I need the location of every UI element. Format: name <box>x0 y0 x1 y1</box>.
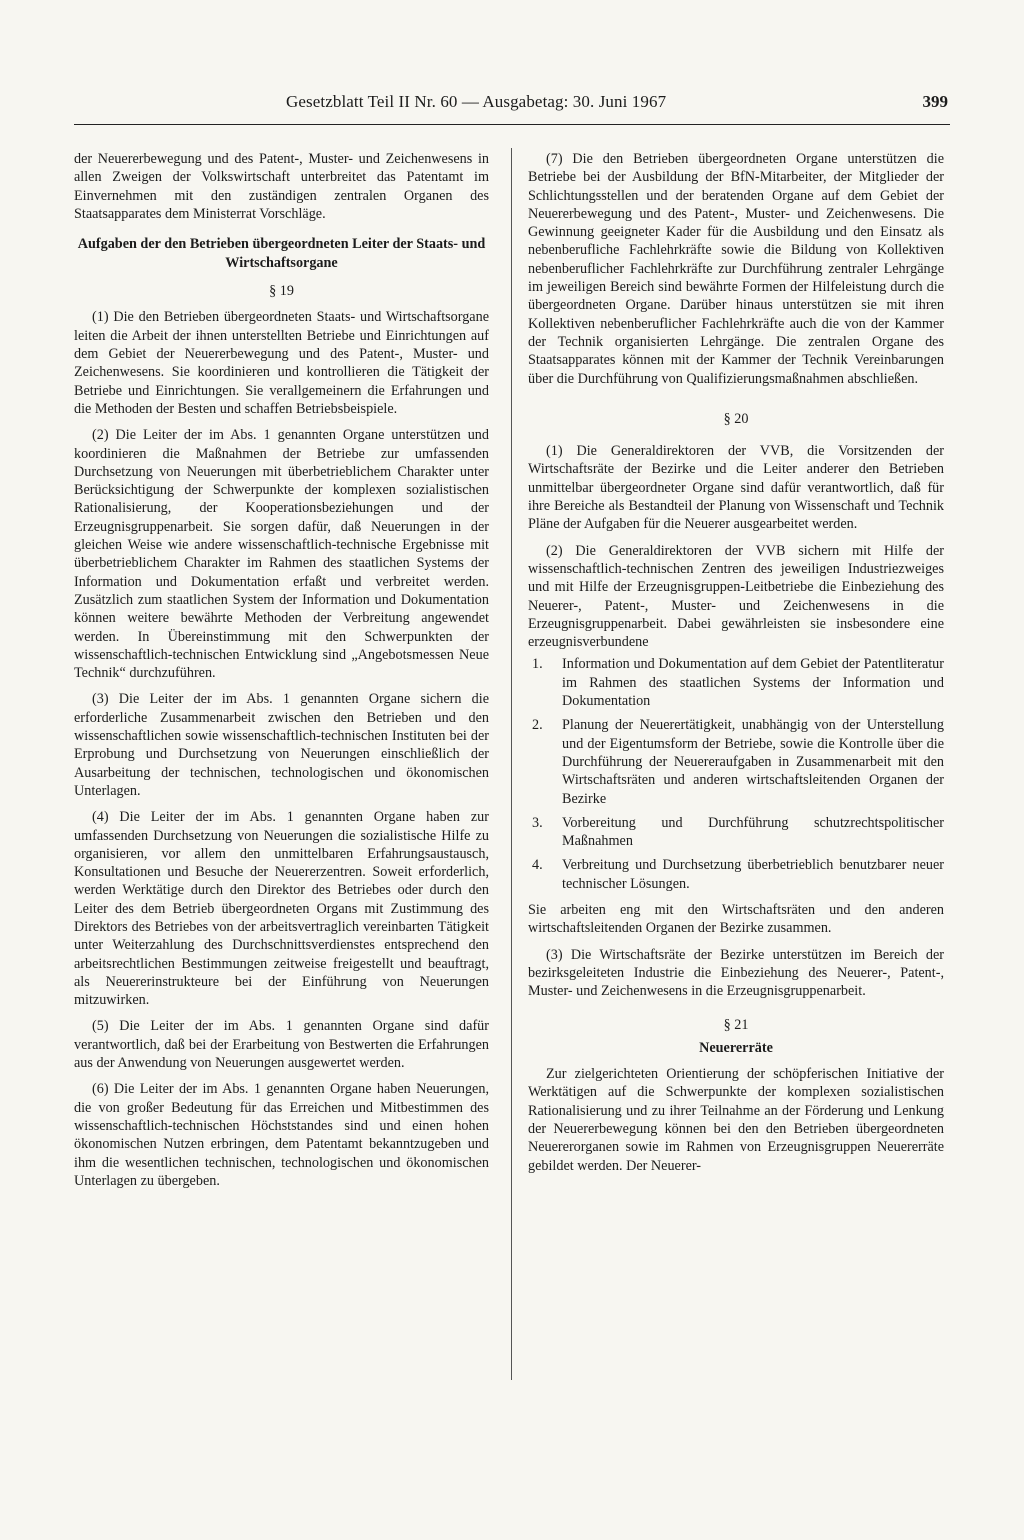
header-rule <box>74 124 950 125</box>
paragraph-19-2: (2) Die Leiter der im Abs. 1 genannten Organe unterstützen und koordinieren die Maßnahmen der Betriebe zur umfassenden Durchsetzung von Neuerungen mit überbetrieblichem Charakter unter Berücksichtigung der Schwerpunkte der komplexen sozialistischen Rationalisierung, der Kooperationsbeziehungen und der Erzeugnisgruppenarbeit. Sie sorgen dafür, daß Neuerungen in der gleichen Weise wie andere wissenschaftlich-technische Ergebnisse mit überbetrieblichem Charakter im Rahmen des staatlichen Systems der Information und Dokumentation erfaßt und verbreitet werden. Zusätzlich zum staatlichen System der Information und Dokumentation können weitere bewährte Methoden der Verbreitung angewendet werden. In Übereinstimmung mit den Schwerpunkten der wissenschaftlich-technischen Entwicklung sind „Angebotsmessen Neue Technik“ durchzuführen. <box>74 427 489 682</box>
paragraph-19-5: (5) Die Leiter der im Abs. 1 genannten Organe sind dafür verantwortlich, daß bei der Erarbeitung von Bestwerten die Erfahrungen aus der Anwendung von Neuerungen ausgewertet werden. <box>74 1018 489 1072</box>
list-item-number: 4. <box>532 857 543 874</box>
paragraph-20-2: (2) Die Generaldirektoren der VVB sichern mit Hilfe der wissenschaftlich-technischen Zentren des jeweiligen Industriezweiges und mit Hilfe der Erzeugnisgruppen-Leitbetriebe die Einbeziehung des Neuerer-, Patent-, Muster- und Zeichenwesens in die Erzeugnisgruppenarbeit. Dabei gewährleisten sie insbesondere eine erzeugnisverbundene <box>528 542 944 651</box>
list-item-number: 3. <box>532 814 543 831</box>
paragraph-20-3: (3) Die Wirtschaftsräte der Bezirke unterstützen im Bereich der bezirksgeleiteten Industrie die Einbeziehung des Neuerer-, Patent-, Muster- und Zeichenwesens in die Erzeugnisgruppenarbeit. <box>528 946 944 1000</box>
list-item-text: Information und Dokumentation auf dem Gebiet der Patentliteratur im Rahmen des staatlichen Systems der Information und Dokumentation <box>562 656 944 710</box>
enumerated-list <box>528 655 944 893</box>
list-item <box>528 655 944 710</box>
section-heading: Aufgaben der den Betrieben übergeordneten Leiter der Staats- und Wirtschaftsorgane <box>77 236 486 271</box>
paragraph-19-7: (7) Die den Betrieben übergeordneten Organe unterstützen die Betriebe bei der Ausbildung der BfN-Mitarbeiter, der Mitglieder der Schlichtungsstellen und der beratenden Organe auf dem Gebiet der Neuererbewegung und des Patent-, Muster- und Zeichenwesens. Die Gewinnung geeigneter Kader für die Ausbildung und den Einsatz als nebenberufliche Fachlehrkräfte sowie die Bildung von Kollektiven nebenberuflicher Fachlehrkräfte zur Durchführung zentraler Lehrgänge im jeweiligen Bereich sind bewährte Formen der Hilfeleistung durch die übergeordneten Organe. Darüber hinaus unterstützen sie mit ihren Kollektiven nebenberuflicher Fachlehrkräfte auch die von der Kammer der Technik organisierten Lehrgänge. Die zentralen Organe des Staatsapparates können mit der Kammer der Technik Vereinbarungen über die Durchführung von Qualifizierungsmaßnahmen abschließen. <box>528 151 944 387</box>
header-title: Gesetzblatt Teil II Nr. 60 — Ausgabetag: 30. Juni 1967 <box>286 92 667 111</box>
list-item <box>528 716 944 807</box>
paragraph-20-after-list: Sie arbeiten eng mit den Wirtschaftsräten und den anderen wirtschaftsleitenden Organen der Bezirke zusammen. <box>528 901 944 937</box>
section-number-19: § 19 <box>269 283 294 300</box>
section-number-21: § 21 <box>723 1017 749 1034</box>
column-divider <box>511 148 512 1380</box>
list-item-number: 2. <box>532 717 543 734</box>
list-item <box>528 814 944 851</box>
list-item-text: Verbreitung und Durchsetzung überbetrieblich benutzbarer neuer technischer Lösungen. <box>562 857 944 892</box>
list-item-text: Vorbereitung und Durchführung schutzrechtspolitischer Maßnahmen <box>562 814 944 850</box>
list-item-number: 1. <box>532 656 543 673</box>
list-item <box>528 856 944 893</box>
right-column <box>528 150 944 1183</box>
page-number: 399 <box>922 92 948 111</box>
intro-paragraph: der Neuererbewegung und des Patent-, Muster- und Zeichenwesens in allen Zweigen der Volkswirtschaft unterbreitet das Patentamt im Einvernehmen mit den zuständigen zentralen Organen des Staatsapparates dem Ministerrat Vorschläge. <box>74 151 489 222</box>
paragraph-19-6: (6) Die Leiter der im Abs. 1 genannten Organe haben Neuerungen, die von großer Bedeutung für das Erreichen und Mitbestimmen des wissenschaftlich-technischen Höchststandes sind und einen hohen ökonomischen Nutzen erbringen, dem Patentamt bekanntzugeben und ihm die wesentlichen technischen, technologischen und ökonomischen Unterlagen zu übergeben. <box>74 1081 489 1189</box>
paragraph-21-1: Zur zielgerichteten Orientierung der schöpferischen Initiative der Werktätigen auf die Schwerpunkte der komplexen sozialistischen Rationalisierung und zu ihrer Teilnahme an der Förderung und Lenkung der Neuererbewegung können bei den den Betrieben übergeordneten Neuererorganen sowie im Rahmen von Erzeugnisgruppen Neuererräte gebildet werden. Der Neuerer- <box>528 1066 944 1174</box>
paragraph-20-1: (1) Die Generaldirektoren der VVB, die Vorsitzenden der Wirtschaftsräte der Bezirke und die Leiter anderer den Betrieben unmittelbar übergeordneter Organe sind dafür verantwortlich, daß für ihre Bereiche als Bestandteil der Planung von Wissenschaft und Technik Pläne der Aufgaben für die Neuerer ausgearbeitet werden. <box>528 443 944 533</box>
section-number-20: § 20 <box>723 410 749 427</box>
paragraph-19-1: (1) Die den Betrieben übergeordneten Staats- und Wirtschaftsorgane leiten die Arbeit der ihnen unterstellten Betriebe und Einrichtungen auf dem Gebiet der Neuererbewegung und des Patent-, Muster- und Zeichenwesens. Sie koordinieren und kontrollieren die Tätigkeit der Betriebe und Einrichtungen. Sie verallgemeinern die Erfahrungen und die Methoden der Besten und schaffen Betriebsbeispiele. <box>74 309 489 417</box>
left-column <box>74 150 489 1198</box>
page-header <box>74 92 950 114</box>
paragraph-19-3: (3) Die Leiter der im Abs. 1 genannten Organe sichern die erforderliche Zusammenarbeit zwischen den Betrieben und den wissenschaftlichen sowie wissenschaftlich-technischen Instituten bei der Erprobung und Durchsetzung von Neuerungen einschließlich der Ausarbeitung der technischen, technologischen und ökonomischen Unterlagen. <box>74 691 489 799</box>
list-item-text: Planung der Neuerertätigkeit, unabhängig von der Unterstellung und der Eigentumsform der Betriebe, sowie die Kontrolle über die Durchführung der Neuereraufgaben in Zusammenarbeit mit den Wirtschaftsräten und anderen wirtschaftsleitenden Organen der Bezirke <box>562 717 944 807</box>
section-title-21: Neuererräte <box>699 1039 773 1056</box>
paragraph-19-4: (4) Die Leiter der im Abs. 1 genannten Organe haben zur umfassenden Durchsetzung von Neuerungen die sozialistische Hilfe zu organisieren, vor allem den unmittelbaren Erfahrungsaustausch, Konsultationen und Besuche der Neuererzentren. Soweit erforderlich, werden Werktätige durch den Direktor des Betriebes oder durch den Leiter des dem Betrieb übergeordneten Organs mit Zustimmung des Direktors des Betriebes von der arbeitsvertraglich vereinbarten Tätigkeit unter Weiterzahlung des Durchschnittsverdienstes entsprechend den arbeitsrechtlichen Bestimmungen zeitweise freigestellt und beauftragt, als Neuererinstrukteure bei der Einführung von Neuerungen mitzuwirken. <box>74 809 489 1009</box>
